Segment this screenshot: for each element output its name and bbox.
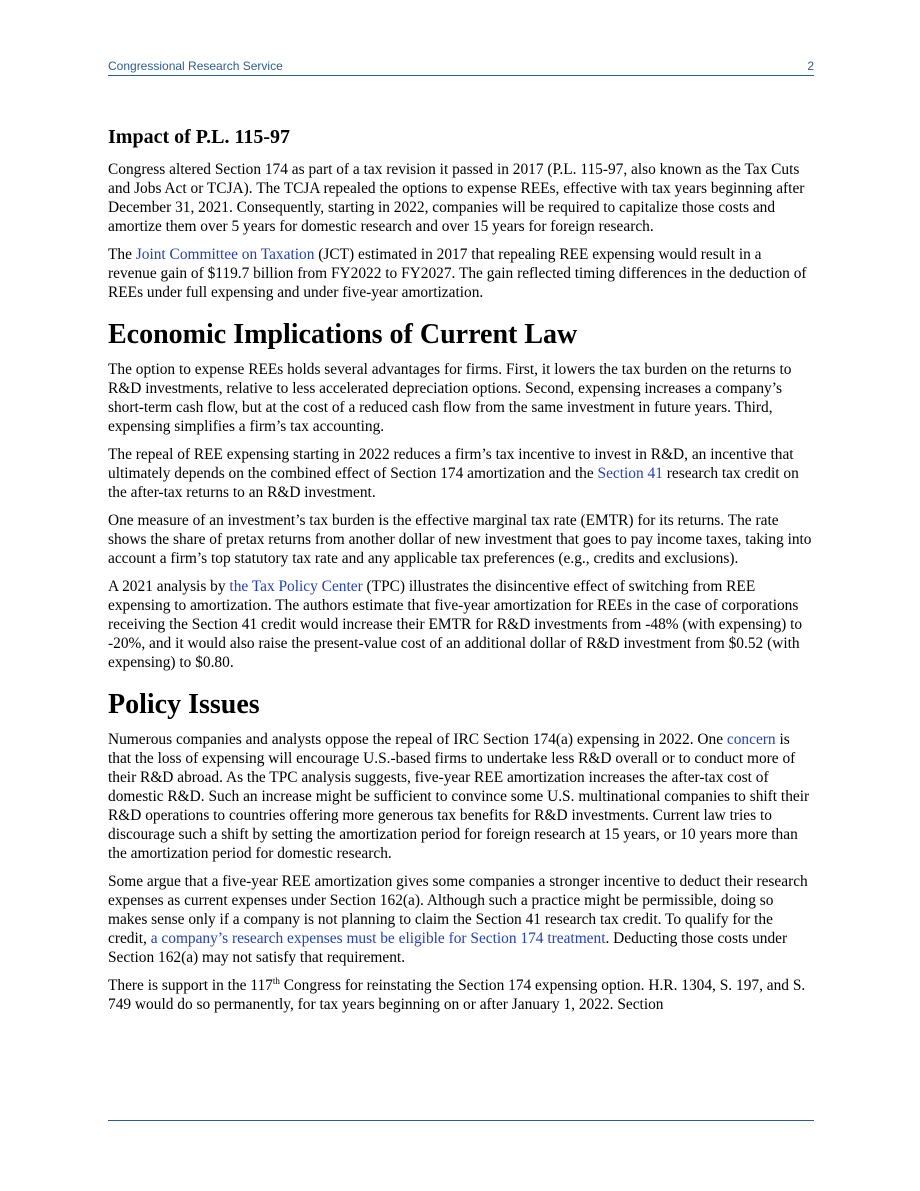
text: (JCT) estimated in 2017 that repealing REE expensing would result in a revenue gain of $119.7 billion from FY2022 to FY2027. The gain reflected timing differences in the deduction of REEs under full expensing and under five-year amortization.	[108, 246, 807, 301]
text: Congress for reinstating the Section 174 expensing option. H.R. 1304, S. 197, and S. 749 would do so permanently, for tax years beginning on or after January 1, 2022. Section	[108, 977, 806, 1013]
paragraph	[108, 872, 814, 967]
text: The repeal of REE expensing starting in 2022 reduces a firm’s tax incentive to invest in R&D, an incentive that ultimately depends on the combined effect of Section 174 amortization and the	[108, 446, 794, 482]
paragraph	[108, 976, 814, 1014]
jct-link[interactable]: Joint Committee on Taxation	[135, 246, 315, 263]
section-heading-impact: Impact of P.L. 115-97	[108, 126, 291, 148]
paragraph	[108, 245, 814, 302]
text: is that the loss of expensing will encourage U.S.-based firms to undertake less R&D overall or to conduct more of their R&D abroad. As the TPC analysis suggests, five-year REE amortization increases the after-tax cost of domestic R&D. Such an increase might be sufficient to convince some U.S. multinational companies to shift their R&D operations to countries offering more generous tax benefits for R&D investments. Current law tries to discourage such a shift by setting the amortization period for foreign research at 15 years, or 10 years more than the amortization period for domestic research.	[108, 731, 810, 862]
page-header	[108, 57, 814, 76]
text: A 2021 analysis by	[108, 578, 230, 595]
paragraph	[108, 730, 814, 863]
paragraph	[108, 577, 814, 672]
document-body	[108, 124, 814, 1023]
paragraph: One measure of an investment’s tax burden is the effective marginal tax rate (EMTR) for its returns. The rate shows the share of pretax returns from another dollar of new investment that goes to pay income taxes, taking into account a firm’s top statutory tax rate and any applicable tax preferences (e.g., credits and exclusions).	[108, 512, 812, 567]
section-heading-policy: Policy Issues	[108, 689, 260, 720]
text: research tax credit on the after-tax returns to an R&D investment.	[108, 465, 799, 501]
text: Some argue that a five-year REE amortization gives some companies a stronger incentive to deduct their research expenses as current expenses under Section 162(a). Although such a practice might be permissible, doing so makes sense only if a company is not planning to claim the Section 41 research tax credit. To qualify for the credit,	[108, 873, 808, 947]
page-number: 2	[807, 59, 814, 73]
tax-policy-center-link[interactable]: the Tax Policy Center	[229, 578, 363, 595]
text: There is support in the 117	[108, 977, 273, 994]
section-174-eligibility-link[interactable]: a company’s research expenses must be eligible for Section 174 treatment	[150, 930, 606, 947]
text: . Deducting those costs under Section 162(a) may not satisfy that requirement.	[108, 930, 788, 966]
text: Numerous companies and analysts oppose the repeal of IRC Section 174(a) expensing in 2022. One	[108, 731, 727, 748]
paragraph: The option to expense REEs holds several advantages for firms. First, it lowers the tax burden on the returns to R&D investments, relative to less accelerated depreciation options. Second, expensing increases a company’s short-term cash flow, but at the cost of a reduced cash flow from the same investment in future years. Third, expensing simplifies a firm’s tax accounting.	[108, 361, 792, 435]
text: (TPC) illustrates the disincentive effect of switching from REE expensing to amortization. The authors estimate that five-year amortization for REEs in the case of corporations receiving the Section 41 credit would increase their EMTR for R&D investments from -48% (with expensing) to -20%, and it would also raise the present-value cost of an additional dollar of R&D investment from $0.52 (with expensing) to $0.80.	[108, 578, 803, 671]
paragraph	[108, 445, 814, 502]
concern-link[interactable]: concern	[726, 731, 776, 748]
paragraph: Congress altered Section 174 as part of a tax revision it passed in 2017 (P.L. 115-97, also known as the Tax Cuts and Jobs Act or TCJA). The TCJA repealed the options to expense REEs, effective with tax years beginning after December 31, 2021. Consequently, starting in 2022, companies will be required to capitalize those costs and amortize them over 5 years for domestic research and over 15 years for foreign research.	[108, 161, 805, 235]
section-41-link[interactable]: Section 41	[597, 465, 663, 482]
section-heading-economic: Economic Implications of Current Law	[108, 319, 578, 350]
superscript: th	[272, 975, 280, 986]
header-source: Congressional Research Service	[108, 59, 283, 73]
text: The	[108, 246, 136, 263]
footer-rule	[108, 1120, 814, 1121]
